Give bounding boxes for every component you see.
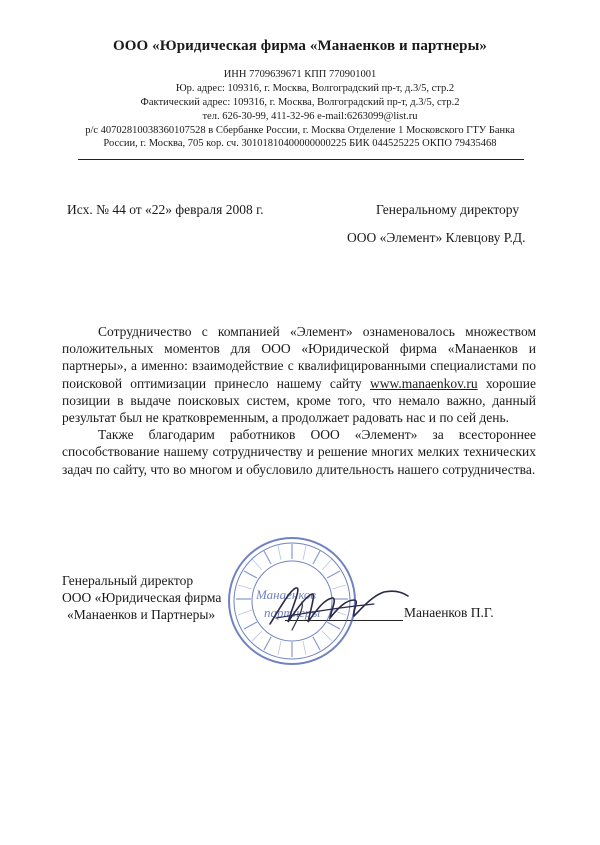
signatory-firm-line1: ООО «Юридическая фирма <box>62 590 222 605</box>
signatory-name: Манаенков П.Г. <box>404 605 494 620</box>
body-paragraph-1-text-a: Сотрудничество с компанией «Элемент» ознаменовалось множеством положительных моментов для ООО «Юридической фирма «Манаенков и партнеры», а именно: взаимодействие с квалифицированными специалистами по поисковой оптимизации принесло нашему сайту <box>62 324 536 391</box>
website-link[interactable]: www.manaenkov.ru <box>369 375 478 391</box>
outgoing-reference: Исх. № 44 от «22» февраля 2008 г. <box>67 202 264 217</box>
body-paragraph-1 <box>62 323 536 426</box>
letterhead-actual-address: Фактический адрес: 109316, г. Москва, Волгоградский пр-т, д.3/5, стр.2 <box>140 97 460 108</box>
seal-inner-text-1: Манаенков <box>256 587 317 602</box>
body-paragraph-2: Также благодарим работников ООО «Элемент» за всестороннее способствование нашему сотрудничеству и решение многих мелких технических задач по сайту, что во многом и обусловило длительность нашего сотрудничества. <box>62 427 536 477</box>
addressee-name: ООО «Элемент» Клевцову Р.Д. <box>347 230 526 245</box>
letterhead-legal-address: Юр. адрес: 109316, г. Москва, Волгоградский пр-т, д.3/5, стр.2 <box>175 83 455 94</box>
letterhead-bank-line2: России, г. Москва, 705 кор. сч. 30101810400000000225 БИК 044525225 ОКПО 79435468 <box>103 138 497 149</box>
signatory-title: Генеральный директор <box>62 573 194 588</box>
handwritten-signature <box>262 578 412 636</box>
signatory-firm-line2: «Манаенков и Партнеры» <box>67 607 216 622</box>
letterhead-bank-line1: р/с 40702810038360107528 в Сбербанке России, г. Москва Отделение 1 Московского ГТУ Банка <box>85 125 515 136</box>
addressee-title: Генеральному директору <box>376 202 520 217</box>
seal-inner-text-2: партнеры <box>264 605 321 620</box>
letterhead-inn: ИНН 7709639671 КПП 770901001 <box>223 69 377 80</box>
letterhead-divider <box>78 159 524 160</box>
firm-name: ООО «Юридическая фирма «Манаенков и партнеры» <box>112 38 488 54</box>
signature-graphic <box>262 578 412 636</box>
letter-body <box>62 323 536 478</box>
letterhead-contacts: тел. 626-30-99, 411-32-96 e-mail:6263099@list.ru <box>202 111 418 122</box>
body-paragraph-1-text-b: хорошие позиции в выдаче поисковых систем, кроме того, что немало важно, данный результат был не кратковременным, а продолжает радовать нас и по сей день. <box>62 375 536 426</box>
